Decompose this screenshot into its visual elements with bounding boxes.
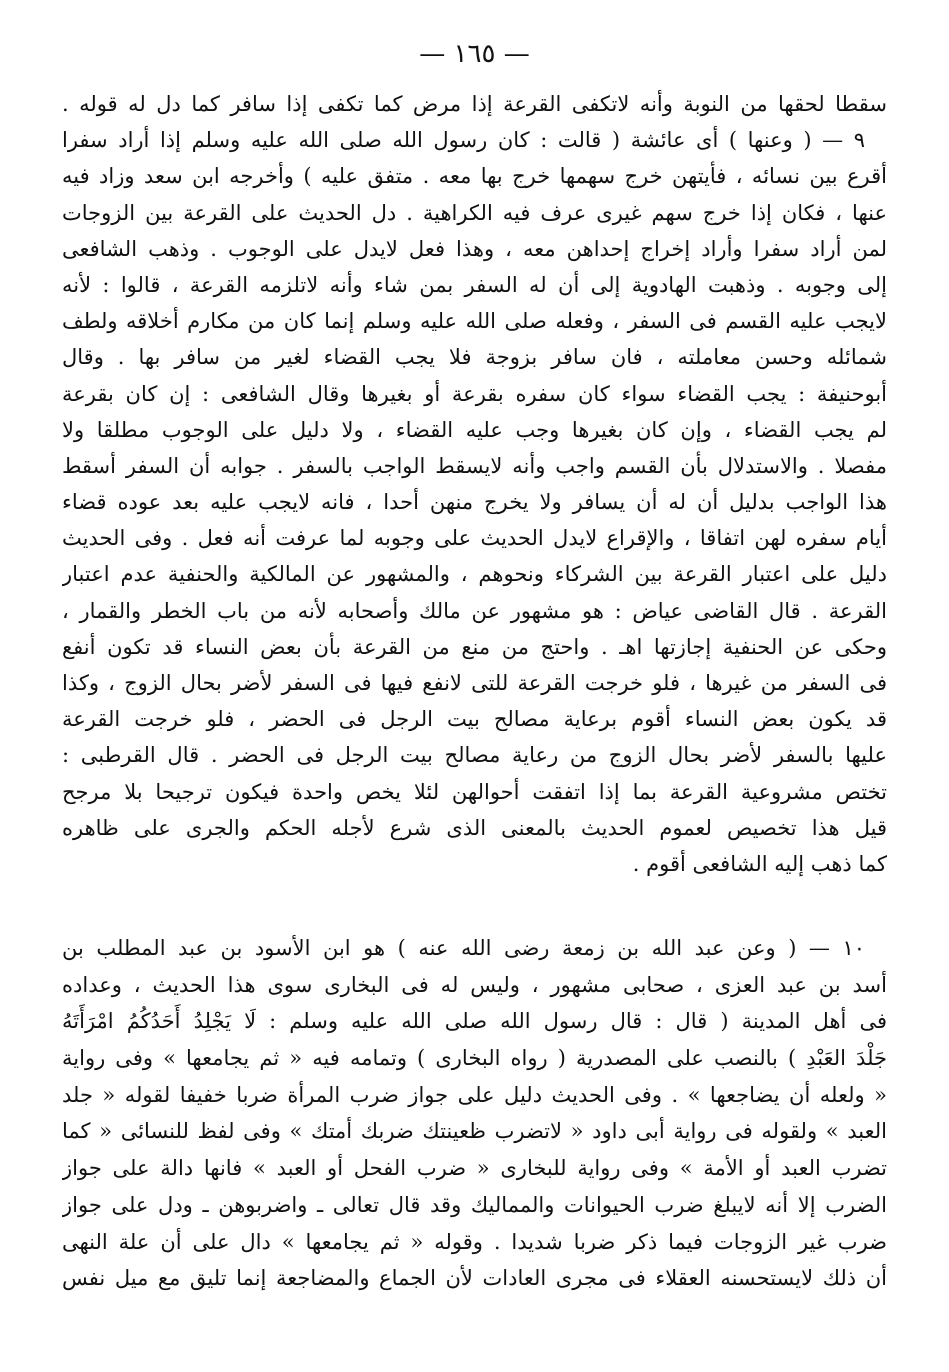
text-line: لايجب عليه القسم فى السفر ، وفعله صلى الله عليه وسلم إنما كان من مكارم أخلاقه ولطف (62, 309, 887, 334)
text-line: الضرب إلا أنه لايبلغ ضرب الحيوانات والمماليك وقد قال تعالى ـ واضربوهن ـ ودل على جواز (62, 1192, 887, 1217)
text-line: تضرب العبد أو الأمة » وفى رواية للبخارى « ضرب الفحل أو العبد » فانها دالة على جواز (62, 1156, 887, 1181)
text-line: مفصلا . والاستدلال بأن القسم واجب وأنه لايسقط الواجب بالسفر . جوابه أن السفر أسقط (62, 453, 887, 478)
text-line: القرعة . قال القاضى عياض : هو مشهور عن مالك وأصحابه لأنه من باب الخطر والقمار ، (62, 598, 887, 623)
hadith-10-heading-line: ١٠ — ( وعن عبد الله بن زمعة رضى الله عنه ) هو ابن الأسود بن عبد المطلب بن (62, 936, 865, 960)
text-line: لم يجب القضاء ، وإن كان بغيرها وجب عليه القضاء ، ولا دليل على الوجوب مطلقا ولا (62, 417, 887, 442)
text-line: لمن أراد سفرا وأراد إخراج إحداهن معه ، وهذا فعل لايدل على الوجوب . وذهب الشافعى (62, 236, 887, 261)
text-line: فى السفر من غيرها ، فلو خرجت القرعة للتى لانفع فيها فى السفر لأضر بحال الزوج ، وكذا (62, 671, 887, 695)
text-line: هذا الواجب بدليل أن له أن يسافر ولا يخرج منهن أحدا ، فانه لايجب عليه بعد عوده قضاء (62, 490, 887, 515)
text-line: شمائله وحسن معاملته ، فان سافر بزوجة فلا يجب القضاء لغير من سافر بها . وقال (62, 345, 887, 370)
section-b-text (62, 930, 887, 1297)
text-line: قيل هذا تخصيص لعموم الحديث بالمعنى الذى شرع لأجله الحكم والجرى على ظاهره (62, 815, 887, 840)
text-line: سقطا لحقها من النوبة وأنه لاتكفى القرعة إذا مرض كما تكفى إذا سافر كما دل له قوله . (62, 92, 887, 116)
text-line: أن ذلك لايستحسنه العقلاء فى مجرى العادات لأن الجماع والمضاجعة إنما تليق مع ميل نفس (62, 1266, 887, 1291)
text-line: قد يكون بعض النساء أقوم برعاية مصالح بيت الرجل فى الحضر ، فلو خرجت القرعة (62, 707, 887, 732)
section-a-text (62, 86, 887, 882)
text-line: وحكى عن الحنفية إجازتها اهـ . واحتج من منع من القرعة بأن بعض النساء قد تكون أنفع (62, 634, 887, 659)
text-line: دليل على اعتبار القرعة بين الشركاء ونحوهم ، والمشهور عن المالكية والحنفية عدم اعتبار (62, 562, 887, 587)
text-line: عنها ، فكان إذا خرج سهم غيرى عرف فيه الكراهية . دل الحديث على القرعة بين الزوجات (62, 200, 887, 225)
text-line: أبوحنيفة : يجب القضاء سواء كان سفره بقرعة أو بغيرها وقال الشافعى : إن كان بقرعة (62, 381, 887, 406)
text-line: عليها بالسفر لأضر بحال الزوج من رعاية مصالح بيت الرجل فى الحضر . قال القرطبى : (62, 743, 887, 768)
text-line: ضرب غير الزوجات فيما ذكر ضربا شديدا . وقوله « ثم يجامعها » دال على أن علة النهى (62, 1229, 887, 1254)
hadith-9-heading-line: ٩ — ( وعنها ) أى عائشة ( قالت : كان رسول الله صلى الله عليه وسلم إذا أراد سفرا (62, 128, 865, 153)
text-line: فى أهل المدينة ( قال : قال رسول الله صلى الله عليه وسلم : لَا يَجْلِدُ أَحَدُكُمُ امْرَأَتَهُ (62, 1009, 887, 1034)
text-line: العبد » ولقوله فى رواية أبى داود « لاتضرب ظعينتك ضربك أمتك » وفى لفظ للنسائى « كما (62, 1119, 887, 1144)
text-line: أيام سفره لهن اتفاقا ، والإقراع لايدل الحديث على وجوبه لما عرفت أنه فعل . وفى الحديث (62, 526, 887, 551)
text-line: أقرع بين نسائه ، فأيتهن خرج سهمها خرج بها معه . متفق عليه ) وأخرجه ابن سعد وزاد فيه (62, 164, 887, 189)
text-line: أسد بن عبد العزى ، صحابى مشهور ، وليس له فى البخارى سوى هذا الحديث ، وعداده (62, 972, 887, 997)
text-line: « ولعله أن يضاجعها » . وفى الحديث دليل على جواز ضرب المرأة ضربا خفيفا لقوله « جلد (62, 1082, 887, 1107)
text-line: تختص مشروعية القرعة بما إذا اتفقت أحوالهن لئلا يخص واحدة فيكون ترجيحا بلا مرجح (62, 779, 887, 804)
text-line: إلى وجوبه . وذهبت الهادوية إلى أن له السفر بمن شاء وأنه لاتلزمه القرعة ، قالوا : لأنه (62, 272, 887, 297)
text-line: كما ذهب إليه الشافعى أقوم . (632, 851, 887, 876)
page-number: — ١٦٥ — (419, 39, 530, 69)
text-line: جَلْدَ العَبْدِ ) بالنصب على المصدرية ( رواه البخارى ) وتمامه فيه « ثم يجامعها » وفى رواية (62, 1046, 887, 1071)
